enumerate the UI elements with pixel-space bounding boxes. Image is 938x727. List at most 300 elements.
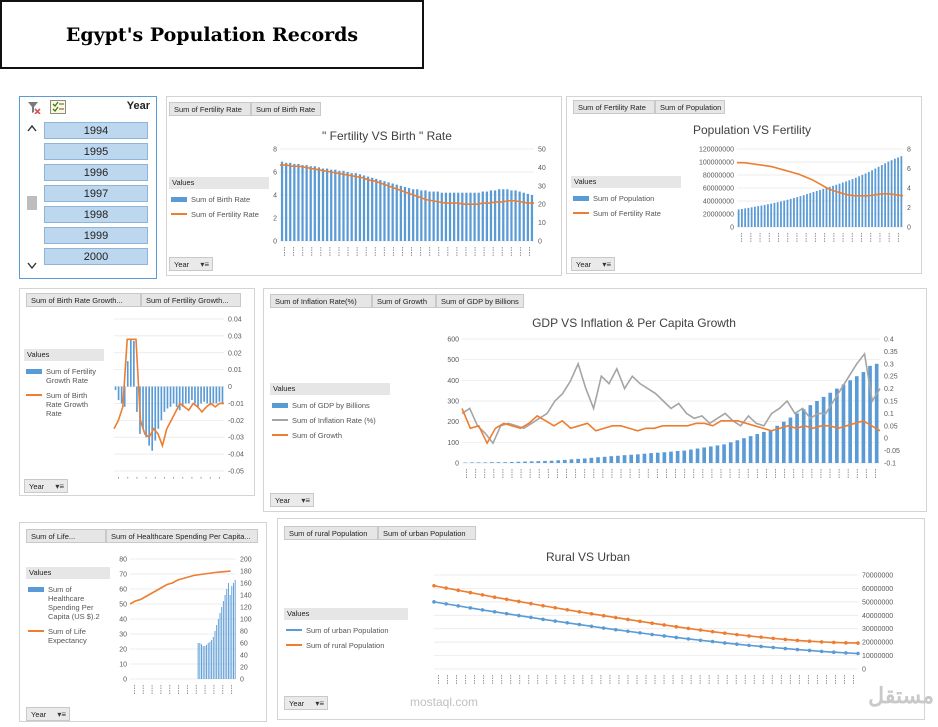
bar — [649, 453, 653, 463]
field-chip[interactable]: Sum of Birth Rate Growth... — [26, 293, 141, 307]
field-chip[interactable]: Sum of rural Population — [284, 526, 378, 540]
slicer-item[interactable]: 1998 — [44, 206, 148, 223]
point — [674, 636, 678, 640]
legend-swatch — [272, 419, 288, 421]
point — [711, 640, 715, 644]
bar — [338, 171, 340, 241]
left-axis-tick-label: 80 — [119, 556, 127, 564]
bar — [757, 206, 759, 227]
point — [699, 638, 703, 642]
bar — [531, 195, 533, 241]
slicer-item[interactable]: 1994 — [44, 122, 148, 139]
bar — [130, 339, 132, 386]
bar — [225, 595, 226, 679]
point — [674, 625, 678, 629]
gdp-inflation-chart-panel — [263, 288, 927, 512]
bar — [191, 387, 193, 401]
bar — [590, 458, 594, 463]
field-chip[interactable]: Sum of Fertility Rate — [573, 100, 655, 114]
bar — [696, 449, 700, 463]
bar — [523, 193, 525, 241]
growth-rates-plot — [108, 309, 254, 479]
bar — [722, 444, 726, 463]
bar — [482, 192, 484, 241]
bar — [289, 163, 291, 241]
right-axis-tick-label: 180 — [240, 568, 252, 576]
left-axis-tick-label: 8 — [273, 146, 277, 154]
bar — [209, 642, 210, 679]
left-axis-tick-label: 600 — [447, 336, 459, 344]
field-chip[interactable]: Sum of Fertility Rate — [169, 102, 251, 116]
left-axis-tick-label: 40 — [119, 616, 127, 624]
left-axis-tick-label: 100 — [447, 439, 459, 447]
bar — [775, 426, 779, 463]
multi-select-icon[interactable] — [50, 100, 66, 114]
bar — [550, 461, 554, 463]
bar — [736, 440, 740, 463]
bar — [222, 387, 224, 404]
legend-swatch — [28, 630, 44, 632]
bar — [636, 454, 640, 463]
point — [650, 633, 654, 637]
right-axis-tick-label: -0.03 — [228, 434, 244, 442]
bar — [503, 462, 507, 463]
bar — [878, 167, 880, 227]
legend-item: Sum of Population — [571, 194, 681, 203]
bar — [884, 163, 886, 227]
bar — [506, 189, 508, 241]
right-axis-tick-label: -0.04 — [228, 451, 244, 459]
bar — [457, 193, 459, 241]
slicer-item[interactable]: 1996 — [44, 164, 148, 181]
left-axis-tick-label: 60 — [119, 586, 127, 594]
bar — [188, 387, 190, 404]
bar — [213, 637, 214, 679]
bar — [310, 166, 312, 241]
bar — [219, 387, 221, 402]
point — [529, 602, 533, 606]
bar — [330, 170, 332, 241]
bar — [770, 204, 772, 227]
right-axis-tick-label: 160 — [240, 580, 252, 588]
point — [844, 651, 848, 655]
bar — [167, 387, 169, 409]
legend-header: Values — [284, 608, 408, 620]
bar — [751, 207, 753, 227]
point — [687, 627, 691, 631]
left-axis-tick-label: 40000000 — [702, 198, 734, 206]
bar — [527, 194, 529, 241]
point — [747, 644, 751, 648]
bar — [802, 409, 806, 463]
right-axis-tick-label: 20 — [538, 201, 546, 209]
bar — [556, 460, 560, 463]
bar — [570, 459, 574, 463]
point — [699, 628, 703, 632]
bar — [868, 172, 870, 227]
legend-item: Sum of Life Expectancy — [26, 627, 110, 645]
bar — [375, 179, 377, 241]
bar — [121, 387, 123, 404]
left-axis-tick-label: 100000000 — [698, 159, 734, 167]
left-axis-tick-label: 2 — [273, 215, 277, 223]
bar — [477, 462, 481, 463]
bar — [747, 208, 749, 227]
year-filter-button[interactable]: Year ▾≡ — [26, 707, 70, 721]
year-slicer[interactable] — [19, 96, 157, 279]
bar — [424, 190, 426, 241]
point — [493, 595, 497, 599]
bar — [780, 201, 782, 227]
point — [808, 649, 812, 653]
point — [638, 631, 642, 635]
gdp-inflation-plot — [432, 333, 924, 509]
right-axis-tick-label: -0.1 — [884, 460, 897, 468]
clear-filter-icon[interactable] — [27, 101, 41, 114]
bar — [285, 163, 287, 241]
legend-swatch — [26, 369, 42, 374]
bar — [404, 187, 406, 241]
slicer-item[interactable]: 2000 — [44, 248, 148, 265]
point — [565, 608, 569, 612]
point — [662, 623, 666, 627]
bar — [136, 387, 138, 412]
point — [759, 635, 763, 639]
bar — [441, 193, 443, 241]
bar — [629, 455, 633, 463]
right-axis-tick-label: 0.25 — [884, 373, 898, 381]
left-axis-tick-label: 6 — [273, 169, 277, 177]
bar — [862, 372, 866, 463]
slicer-scrollbar[interactable] — [26, 123, 38, 275]
right-axis-tick-label: 140 — [240, 592, 252, 600]
right-axis-tick-label: 0 — [862, 666, 866, 674]
year-filter-button[interactable]: Year ▾≡ — [169, 257, 213, 271]
growth-rates-chart-panel — [19, 288, 255, 496]
right-axis-tick-label: 0.15 — [884, 398, 898, 406]
right-axis-tick-label: 60000000 — [862, 585, 894, 593]
bar — [281, 162, 283, 241]
bar — [490, 462, 494, 463]
fertility-birth-plot — [262, 145, 560, 273]
series-line — [434, 602, 858, 654]
bar — [483, 462, 487, 463]
bar — [445, 193, 447, 241]
bar — [212, 387, 214, 404]
bar — [453, 193, 455, 241]
bar — [530, 461, 534, 463]
bar — [796, 197, 798, 227]
page-title: Egypt's Population Records — [65, 23, 359, 46]
bar — [216, 387, 218, 404]
field-chip[interactable]: Sum of GDP by Billions — [436, 294, 524, 308]
bar — [176, 387, 178, 407]
point — [796, 648, 800, 652]
bar — [498, 189, 500, 241]
legend-item: Sum of GDP by Billions — [270, 401, 390, 410]
bar — [494, 190, 496, 241]
year-filter-button[interactable]: Year ▾≡ — [284, 696, 328, 710]
bar — [185, 387, 187, 404]
bar — [510, 462, 514, 463]
chart-legend — [24, 349, 104, 424]
right-axis-tick-label: -0.02 — [228, 417, 244, 425]
bar — [777, 202, 779, 227]
bar — [400, 186, 402, 241]
point — [553, 606, 557, 610]
bar — [342, 171, 344, 241]
point — [771, 646, 775, 650]
right-axis-tick-label: -0.05 — [884, 448, 900, 456]
point — [602, 626, 606, 630]
point — [578, 610, 582, 614]
right-axis-tick-label: 0.02 — [228, 350, 242, 358]
right-axis-tick-label: 0.1 — [884, 410, 894, 418]
year-filter-button[interactable]: Year ▾≡ — [24, 479, 68, 493]
year-filter-button[interactable]: Year ▾≡ — [571, 257, 615, 271]
slicer-item[interactable]: 1995 — [44, 143, 148, 160]
chart-legend — [571, 176, 681, 224]
bar — [383, 181, 385, 241]
left-axis-tick-label: 0 — [273, 238, 277, 246]
bar — [900, 156, 902, 227]
bar — [486, 192, 488, 241]
right-axis-tick-label: -0.01 — [228, 400, 244, 408]
bar — [881, 165, 883, 227]
bar — [161, 387, 163, 421]
bar — [322, 169, 324, 241]
point — [602, 614, 606, 618]
bar — [809, 193, 811, 227]
point — [796, 639, 800, 643]
point — [784, 647, 788, 651]
point — [662, 634, 666, 638]
bar — [744, 208, 746, 227]
bar — [502, 189, 504, 241]
bar — [363, 175, 365, 241]
field-chip[interactable]: Sum of Inflation Rate(%) — [270, 294, 372, 308]
bar — [741, 209, 743, 227]
bar — [428, 192, 430, 241]
right-axis-tick-label: 20000000 — [862, 639, 894, 647]
point — [687, 637, 691, 641]
bar — [816, 191, 818, 227]
point — [432, 600, 436, 604]
bar — [755, 434, 759, 463]
right-axis-tick-label: 4 — [907, 185, 911, 193]
bar — [306, 165, 308, 241]
bar — [200, 387, 202, 404]
left-axis-tick-label: 300 — [447, 398, 459, 406]
point — [529, 616, 533, 620]
bar — [392, 184, 394, 242]
left-axis-tick-label: 70 — [119, 571, 127, 579]
bar — [514, 190, 516, 241]
field-chip[interactable]: Sum of Population — [655, 100, 725, 114]
legend-header: Values — [26, 567, 110, 579]
point — [469, 606, 473, 610]
field-chip[interactable]: Sum of Birth Rate — [251, 102, 321, 116]
bar — [218, 619, 219, 679]
bar — [738, 209, 740, 227]
fertility-birth-chart-panel — [166, 96, 562, 276]
watermark-text: mostaql.com — [410, 695, 479, 709]
legend-item: Sum of Birth Rate Growth Rate — [24, 391, 104, 418]
left-axis-tick-label: 400 — [447, 377, 459, 385]
left-axis-tick-label: 500 — [447, 357, 459, 365]
bar — [563, 460, 567, 463]
series-line — [130, 571, 231, 604]
bar — [822, 397, 826, 463]
bar — [127, 361, 129, 386]
bar — [145, 387, 147, 438]
point — [590, 612, 594, 616]
right-axis-tick-label: 2 — [907, 205, 911, 212]
bar — [742, 438, 746, 463]
right-axis-tick-label: 40 — [240, 652, 248, 660]
bar — [228, 583, 229, 679]
right-axis-tick-label: 70000000 — [862, 572, 894, 580]
point — [541, 604, 545, 608]
bar — [118, 387, 120, 401]
bar — [783, 201, 785, 227]
bar — [832, 186, 834, 227]
right-axis-tick-label: 80 — [240, 628, 248, 636]
field-chip[interactable]: Sum of Growth — [372, 294, 436, 308]
bar — [656, 453, 660, 463]
bar — [803, 195, 805, 227]
chart-legend — [26, 567, 110, 651]
legend-swatch — [272, 403, 288, 408]
bar — [235, 580, 236, 679]
bar — [194, 387, 196, 404]
right-axis-tick-label: 0 — [907, 224, 911, 232]
point — [820, 650, 824, 654]
point — [735, 633, 739, 637]
bar — [894, 159, 896, 227]
point — [469, 591, 473, 595]
bar — [829, 187, 831, 227]
field-chip[interactable]: Sum of urban Population — [378, 526, 476, 540]
point — [784, 638, 788, 642]
left-axis-tick-label: 30 — [119, 631, 127, 639]
bar — [231, 586, 232, 679]
field-chip[interactable]: Sum of Fertility Growth... — [141, 293, 241, 307]
legend-swatch — [573, 212, 589, 214]
year-filter-button[interactable]: Year ▾≡ — [270, 493, 314, 507]
point — [432, 584, 436, 588]
slicer-item[interactable]: 1997 — [44, 185, 148, 202]
point — [747, 634, 751, 638]
right-axis-tick-label: 10 — [538, 220, 546, 228]
slicer-item[interactable]: 1999 — [44, 227, 148, 244]
bar — [682, 451, 686, 463]
bar — [220, 613, 221, 679]
bar — [583, 458, 587, 463]
bar — [379, 180, 381, 241]
bar — [199, 643, 200, 679]
bar — [826, 188, 828, 227]
bar — [855, 376, 859, 463]
bar — [855, 178, 857, 227]
legend-header: Values — [270, 383, 390, 395]
bar — [669, 452, 673, 463]
right-axis-tick-label: 0.35 — [884, 348, 898, 356]
bar — [301, 165, 303, 241]
bar — [408, 188, 410, 241]
bar — [233, 583, 234, 679]
point — [832, 641, 836, 645]
point — [759, 645, 763, 649]
bar — [461, 193, 463, 241]
bar — [206, 645, 207, 679]
bar — [596, 457, 600, 463]
legend-swatch — [28, 587, 44, 592]
right-axis-tick-label: 100 — [240, 616, 252, 624]
field-chip[interactable]: Sum of Life... — [26, 529, 106, 543]
right-axis-tick-label: 30000000 — [862, 626, 894, 634]
bar — [616, 456, 620, 463]
rural-urban-plot — [428, 569, 922, 717]
point — [771, 637, 775, 641]
bar — [543, 461, 547, 463]
bar — [663, 452, 667, 463]
point — [832, 650, 836, 654]
bar — [133, 341, 135, 387]
legend-item: Sum of Inflation Rate (%) — [270, 416, 390, 425]
bar — [800, 196, 802, 227]
bar — [412, 189, 414, 241]
point — [553, 619, 557, 623]
bar — [871, 170, 873, 227]
bar — [371, 178, 373, 241]
point — [444, 602, 448, 606]
bar — [367, 177, 369, 241]
point — [481, 593, 485, 597]
bar — [576, 459, 580, 463]
left-axis-tick-label: 60000000 — [702, 185, 734, 193]
legend-swatch — [26, 394, 42, 396]
bar — [164, 387, 166, 412]
bar — [815, 401, 819, 463]
right-axis-tick-label: 0.3 — [884, 361, 894, 369]
bar — [762, 432, 766, 463]
right-axis-tick-label: 0 — [240, 676, 244, 684]
slicer-title: Year — [126, 100, 150, 112]
right-axis-tick-label: 0 — [228, 384, 232, 392]
bar — [215, 631, 216, 679]
bar — [157, 387, 159, 429]
point — [650, 621, 654, 625]
right-axis-tick-label: 0.03 — [228, 333, 242, 341]
bar — [790, 199, 792, 227]
field-chip[interactable]: Sum of Healthcare Spending Per Capita... — [106, 529, 258, 543]
bar — [676, 451, 680, 463]
right-axis-tick-label: 40 — [538, 164, 546, 172]
right-axis-tick-label: -0.05 — [228, 468, 244, 476]
bar — [142, 387, 144, 429]
bar — [203, 646, 204, 679]
point — [505, 598, 509, 602]
bar — [793, 198, 795, 227]
bar — [449, 193, 451, 241]
chart-title: Population VS Fertility — [692, 123, 812, 137]
bar — [473, 193, 475, 241]
bar — [842, 384, 846, 463]
right-axis-tick-label: 30 — [538, 183, 546, 191]
bar — [774, 203, 776, 227]
watermark-logo: مستقل — [868, 683, 934, 708]
